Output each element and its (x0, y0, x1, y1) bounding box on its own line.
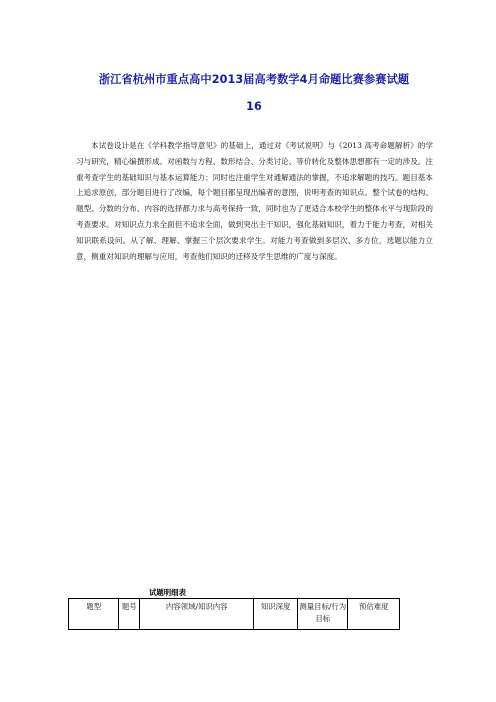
header-content-area: 内容领域/知识内容 (140, 599, 254, 630)
header-estimated-difficulty: 预估难度 (348, 599, 400, 630)
header-question-type: 题型 (69, 599, 119, 630)
title-line-2: 16 (246, 100, 262, 113)
table-header-row (69, 599, 400, 630)
intro-paragraph: 本试卷设计是在《学科教学指导意见》的基础上，通过对《考试说明》与《2013 高考命题解析》的学习与研究，精心编撰形成。对函数与方程、数形结合、分类讨论、等价转化及整体思想都有一定的涉及。注重考查学生的基础知识与基本运算能力；同时也注重学生对通解通法的掌握，不追求解题的技巧。题目基本上追求原创，部分题目进行了改编，每个题目都呈现出编者的意图，说明考查的知识点。整个试卷的结构、题型、分数的分布、内容的选择都力求与高考保持一致，同时也为了更适合本校学生的整体水平与现阶段的考查要求。对知识点力求全面但不追求全面，做到突出主干知识，强化基础知识，着力于能力考查，对相关知识联系设问。从了解、理解、掌握三个层次要求学生。对能力考查做到多层次、多方位，选题以能力立意，侧重对知识的理解与应用，考查他们知识的迁移及学生思维的广度与深度。 (76, 141, 433, 261)
header-knowledge-depth: 知识深度 (254, 599, 298, 630)
table-caption: 试题明细表 (149, 588, 186, 597)
header-measurement-goal: 测量目标/行为目标 (298, 599, 348, 630)
header-question-number: 题号 (119, 599, 140, 630)
intro-paragraph-block (76, 138, 433, 264)
document-title (76, 66, 432, 120)
title-line-1: 浙江省杭州市重点高中2013届高考数学4月命题比赛参赛试题 (98, 73, 410, 86)
question-detail-table (68, 598, 400, 630)
